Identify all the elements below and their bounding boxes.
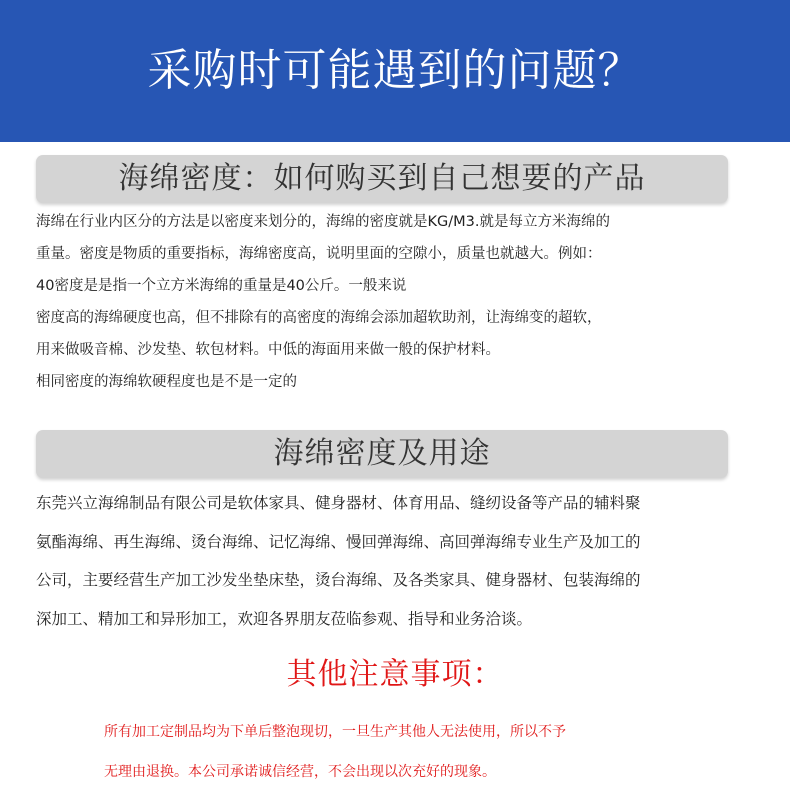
usage-paragraph — [36, 484, 756, 638]
paragraph-line: 密度高的海绵硬度也高，但不排除有的高密度的海绵会添加超软助剂，让海绵变的超软， — [36, 310, 602, 326]
paragraph-line: 40密度是是指一个立方米海绵的重量是40公斤。一般来说 — [36, 278, 407, 294]
paragraph-line: 氨酯海绵、再生海绵、烫台海绵、记忆海绵、慢回弹海绵、高回弹海绵专业生产及加工的 — [36, 532, 641, 551]
section-header-density — [36, 155, 728, 203]
paragraph-line: 公司，主要经营生产加工沙发坐垫床垫，烫台海绵、及各类家具、健身器材、包装海绵的 — [36, 571, 641, 589]
notes-line: 无理由退换。本公司承诺诚信经营，不会出现以次充好的现象。 — [104, 764, 496, 780]
paragraph-line: 东莞兴立海绵制品有限公司是软体家具、健身器材、体育用品、缝纫设备等产品的辅料聚 — [36, 494, 641, 512]
paragraph-line: 深加工、精加工和异形加工，欢迎各界朋友莅临参观、指导和业务洽谈。 — [36, 609, 533, 628]
paragraph-line: 用来做吸音棉、沙发垫、软包材料。中低的海面用来做一般的保护材料。 — [36, 342, 500, 358]
paragraph-line: 相同密度的海绵软硬程度也是不是一定的 — [36, 374, 297, 390]
section-title-usage: 海绵密度及用途 — [273, 436, 491, 471]
section-header-usage — [36, 430, 728, 478]
paragraph-line: 重量。密度是物质的重要指标，海绵密度高，说明里面的空隙小，质量也就越大。例如： — [36, 246, 602, 262]
notes-line: 所有加工定制品均为下单后整泡现切，一旦生产其他人无法使用，所以不予 — [104, 724, 566, 740]
density-paragraph — [36, 206, 756, 398]
header-band — [0, 0, 790, 142]
notes-paragraph — [104, 712, 724, 792]
page-title: 采购时可能遇到的问题？ — [147, 45, 643, 96]
notes-heading: 其他注意事项： — [286, 657, 504, 692]
paragraph-line: 海绵在行业内区分的方法是以密度来划分的，海绵的密度就是KG/M3.就是每立方米海绵的 — [36, 214, 610, 230]
section-title-density: 海绵密度：如何购买到自己想要的产品 — [118, 161, 646, 196]
